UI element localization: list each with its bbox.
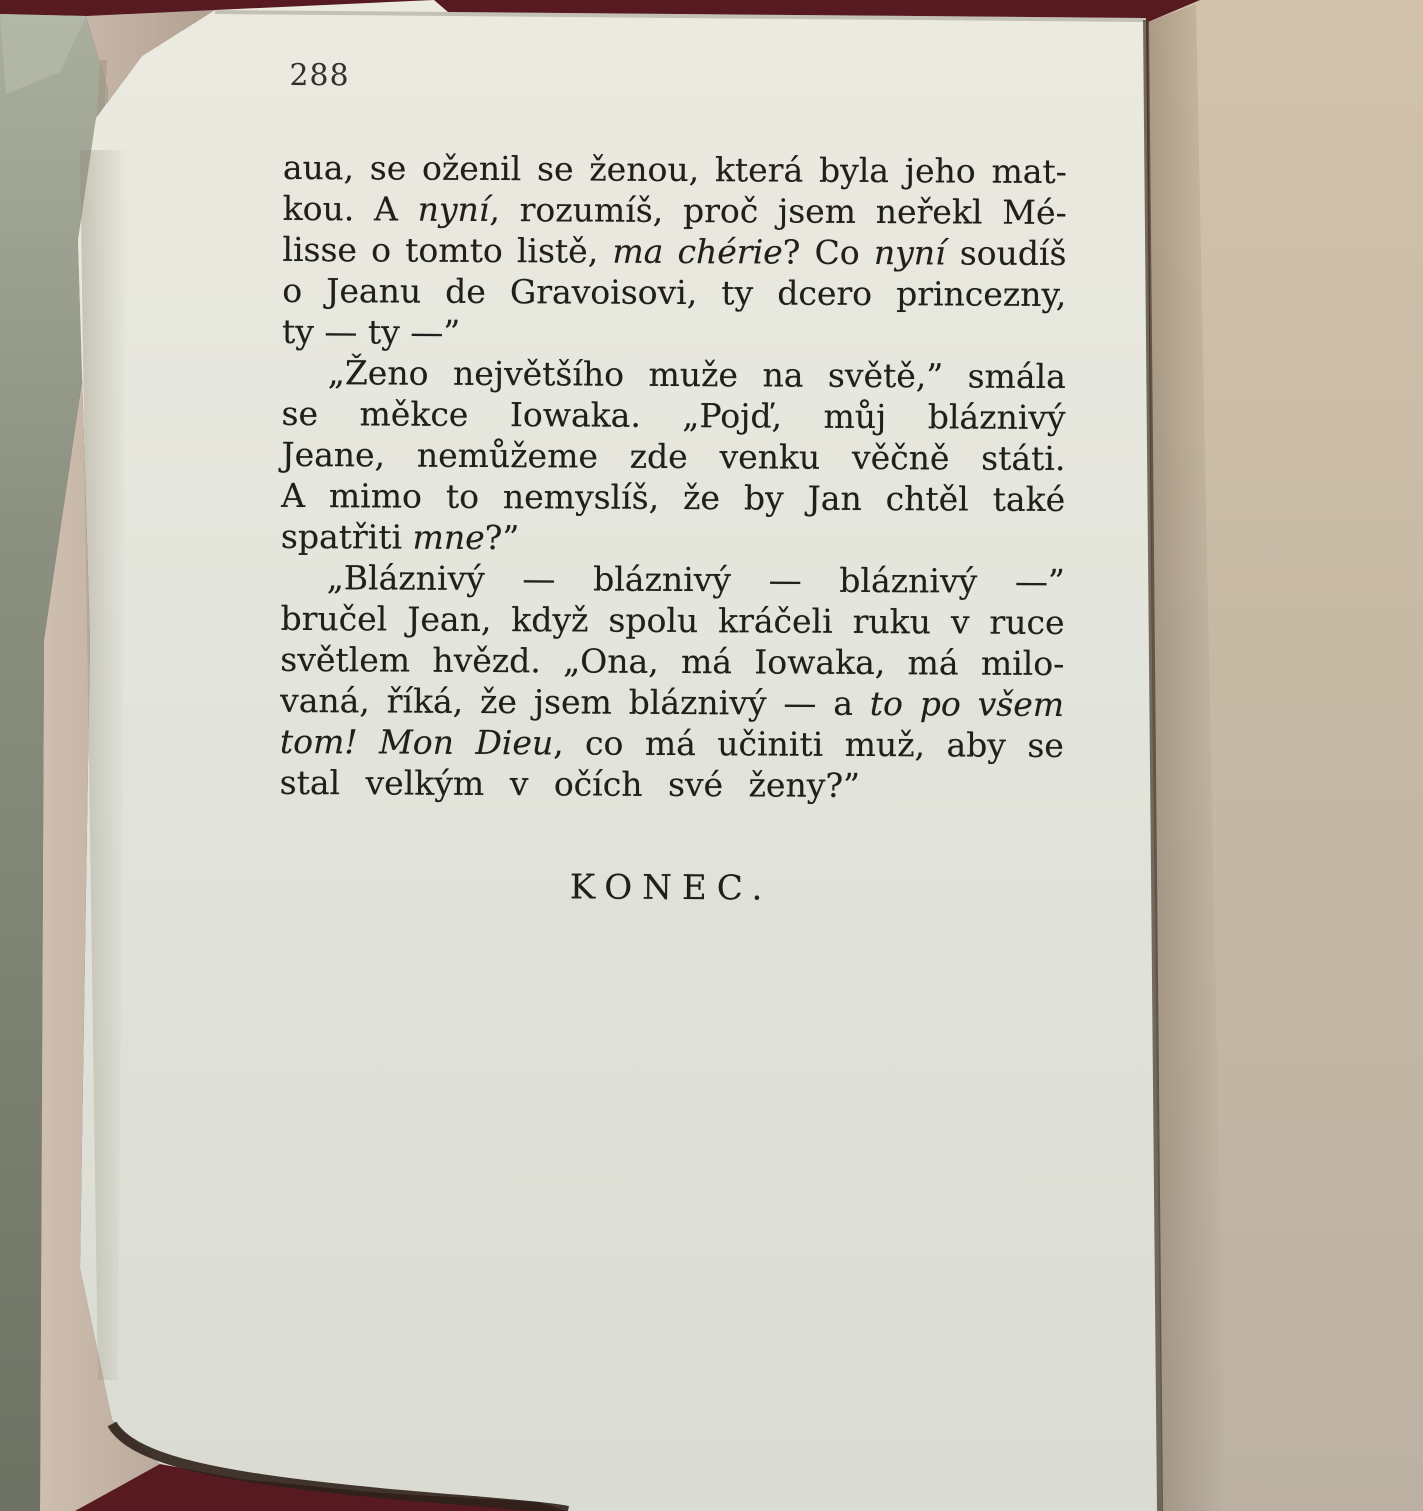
text-segment: ty — ty —”	[281, 311, 461, 352]
text-segment: ?”	[484, 517, 520, 558]
text-segment: světlem hvězd. „Ona, má Iowaka, má milo-	[280, 639, 1065, 684]
text-line	[282, 393, 1066, 438]
text-segment: spatřiti	[280, 516, 413, 557]
text-line	[283, 188, 1067, 233]
text-line	[281, 434, 1065, 479]
text-line	[280, 762, 1064, 807]
text-segment: vaná, říká, že jsem bláznivý — a	[280, 680, 870, 723]
text-segment: , rozumíš, proč jsem neřekl Mé-	[489, 189, 1067, 233]
the-end-label: KONEC.	[569, 867, 773, 909]
text-segment: stal velkým v očích své ženy?”	[279, 762, 861, 805]
text-segment: o Jeanu de Gravoisovi, ty dcero princezny,	[282, 270, 1067, 315]
text-line	[282, 229, 1066, 274]
text-segment: soudíš	[945, 233, 1067, 274]
text-block	[280, 147, 1067, 807]
text-line	[282, 270, 1066, 315]
text-line	[281, 557, 1065, 602]
text-segment-italic: nyní	[873, 233, 946, 273]
text-segment: Jeane, nemůžeme zde venku věčně státi.	[281, 434, 1066, 479]
text-segment: kou. A	[282, 188, 418, 229]
text-segment: ? Co	[782, 232, 874, 273]
text-segment: se měkce Iowaka. „Pojď, můj bláznivý	[281, 393, 1066, 438]
text-line	[281, 516, 1065, 561]
text-segment: A mimo to nemyslíš, že by Jan chtěl také	[281, 475, 1066, 520]
page-number: 288	[289, 57, 350, 94]
text-line	[280, 680, 1064, 725]
text-line	[280, 639, 1064, 684]
text-line	[280, 598, 1064, 643]
text-line	[283, 147, 1067, 192]
text-segment-italic: ma chérie	[612, 231, 783, 272]
text-segment: bručel Jean, když spolu kráčeli ruku v ruce	[280, 598, 1065, 643]
text-segment-italic: nyní	[417, 189, 490, 229]
text-segment-italic: mne	[412, 517, 485, 557]
text-segment: lisse o tomto listě,	[282, 229, 613, 271]
text-line	[281, 475, 1065, 520]
text-line	[280, 721, 1064, 766]
text-segment: „Bláznivý — bláznivý — bláznivý —”	[326, 558, 1065, 602]
text-line	[282, 352, 1066, 397]
text-segment: , co má učiniti muž, aby se	[553, 723, 1064, 766]
text-segment-italic: tom! Mon Dieu	[279, 721, 554, 763]
text-line	[282, 311, 1066, 356]
text-segment: „Ženo největšího muže na světě,” smála	[327, 353, 1066, 397]
text-segment-italic: to po všem	[869, 683, 1065, 725]
text-segment: aua, se oženil se ženou, která byla jeho mat-	[282, 147, 1067, 192]
